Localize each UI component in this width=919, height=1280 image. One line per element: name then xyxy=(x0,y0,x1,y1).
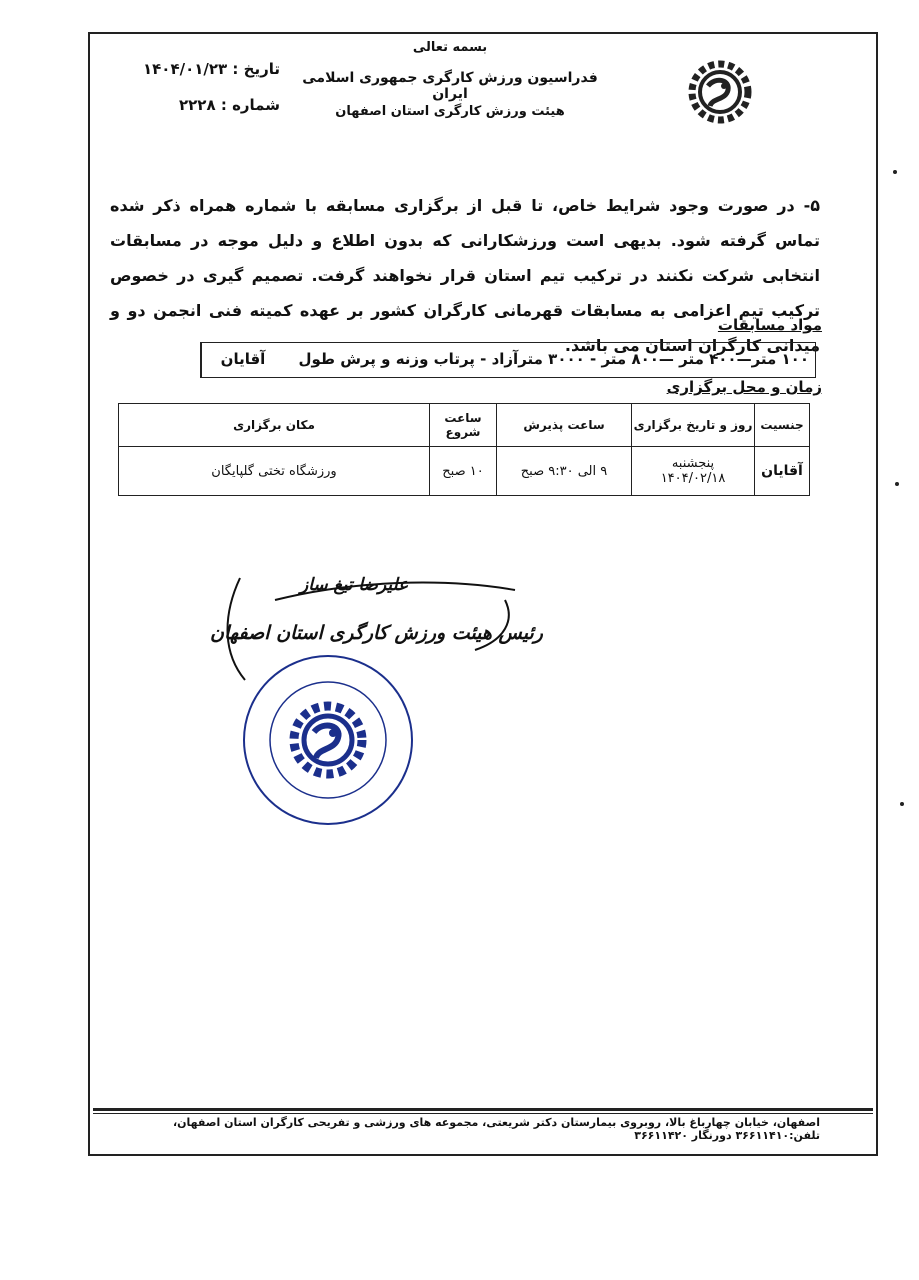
federation-logo xyxy=(650,44,790,134)
cell-date xyxy=(632,447,755,496)
materials-title: مواد مسابقات xyxy=(717,316,822,334)
table-row xyxy=(119,447,810,496)
board-name: هیئت ورزش کارگری استان اصفهان xyxy=(335,104,565,119)
date-label: تاریخ : xyxy=(232,60,280,78)
materials-gender-label: آقایان xyxy=(201,343,284,377)
cell-date-value: ۱۴۰۴/۰۲/۱۸ xyxy=(660,471,726,486)
footer-divider xyxy=(93,1108,873,1111)
scan-speck xyxy=(893,170,897,174)
header-venue: مکان برگزاری xyxy=(119,404,430,447)
number-label: شماره : xyxy=(220,96,280,114)
official-stamp xyxy=(238,650,418,830)
schedule-title: زمان و محل برگزاری xyxy=(666,378,822,396)
footer-address: اصفهان، خیابان چهارباغ بالا، روبروی بیمارستان دکتر شریعتی، مجموعه های ورزشی و تفریحی کارگران استان اصفهان، تلفن:۳۶۶۱۱۴۱۰ دورنگار ۳۶۶۱۱۴۲۰ xyxy=(172,1116,820,1142)
footer-divider-thin xyxy=(93,1113,873,1114)
date-value: ۱۴۰۴/۰۱/۲۳ xyxy=(142,60,228,78)
header-date: روز و تاریخ برگزاری xyxy=(632,404,755,447)
cell-day: پنجشنبه xyxy=(671,456,715,471)
number-line xyxy=(140,96,280,114)
body-paragraph: ۵- در صورت وجود شرایط خاص، تا قبل از برگزاری مسابقه با شماره همراه ذکر شده تماس گرفته شود. بدیهی است ورزشکارانی که بدون اطلاع و دلیل موجه در مسابقات انتخابی شرکت نکنند در ترکیب تیم استان قرار نخواهند گرفت. تصمیم گیری در خصوص ترکیب تیم اعزامی به مسابقات قهرمانی کارگران کشور بر عهده کمیته فنی انجمن دو و میدانی کارگران استان می باشد. xyxy=(110,196,820,355)
materials-events: ۱۰۰ متر—۴۰۰ متر —۸۰۰ متر - ۳۰۰۰ مترآزاد - پرتاب وزنه و پرش طول xyxy=(298,350,809,368)
gear-logo-icon xyxy=(650,44,790,134)
cell-reception: ۹ الی ۹:۳۰ صبح xyxy=(497,447,632,496)
federation-name: فدراسیون ورزش کارگری جمهوری اسلامی ایران xyxy=(302,70,598,102)
signature-name: علیرضا تیغ ساز xyxy=(300,575,409,595)
scan-speck xyxy=(900,802,904,806)
header-reception: ساعت پذیرش xyxy=(497,404,632,447)
number-value: ۲۲۲۸ xyxy=(178,96,216,114)
schedule-table xyxy=(118,403,810,496)
invocation-text: بسمه تعالی xyxy=(412,40,488,55)
cell-venue: ورزشگاه تختی گلپایگان xyxy=(119,447,430,496)
scan-speck xyxy=(895,482,899,486)
signature-title: رئیس هیئت ورزش کارگری استان اصفهان xyxy=(210,622,543,644)
table-header-row xyxy=(119,404,810,447)
cell-gender: آقایان xyxy=(755,447,810,496)
header-start: ساعت شروع xyxy=(430,404,497,447)
materials-box xyxy=(200,342,816,378)
header-gender: جنسیت xyxy=(755,404,810,447)
cell-start: ۱۰ صبح xyxy=(430,447,497,496)
stamp-icon xyxy=(238,650,418,830)
date-line xyxy=(140,60,280,78)
